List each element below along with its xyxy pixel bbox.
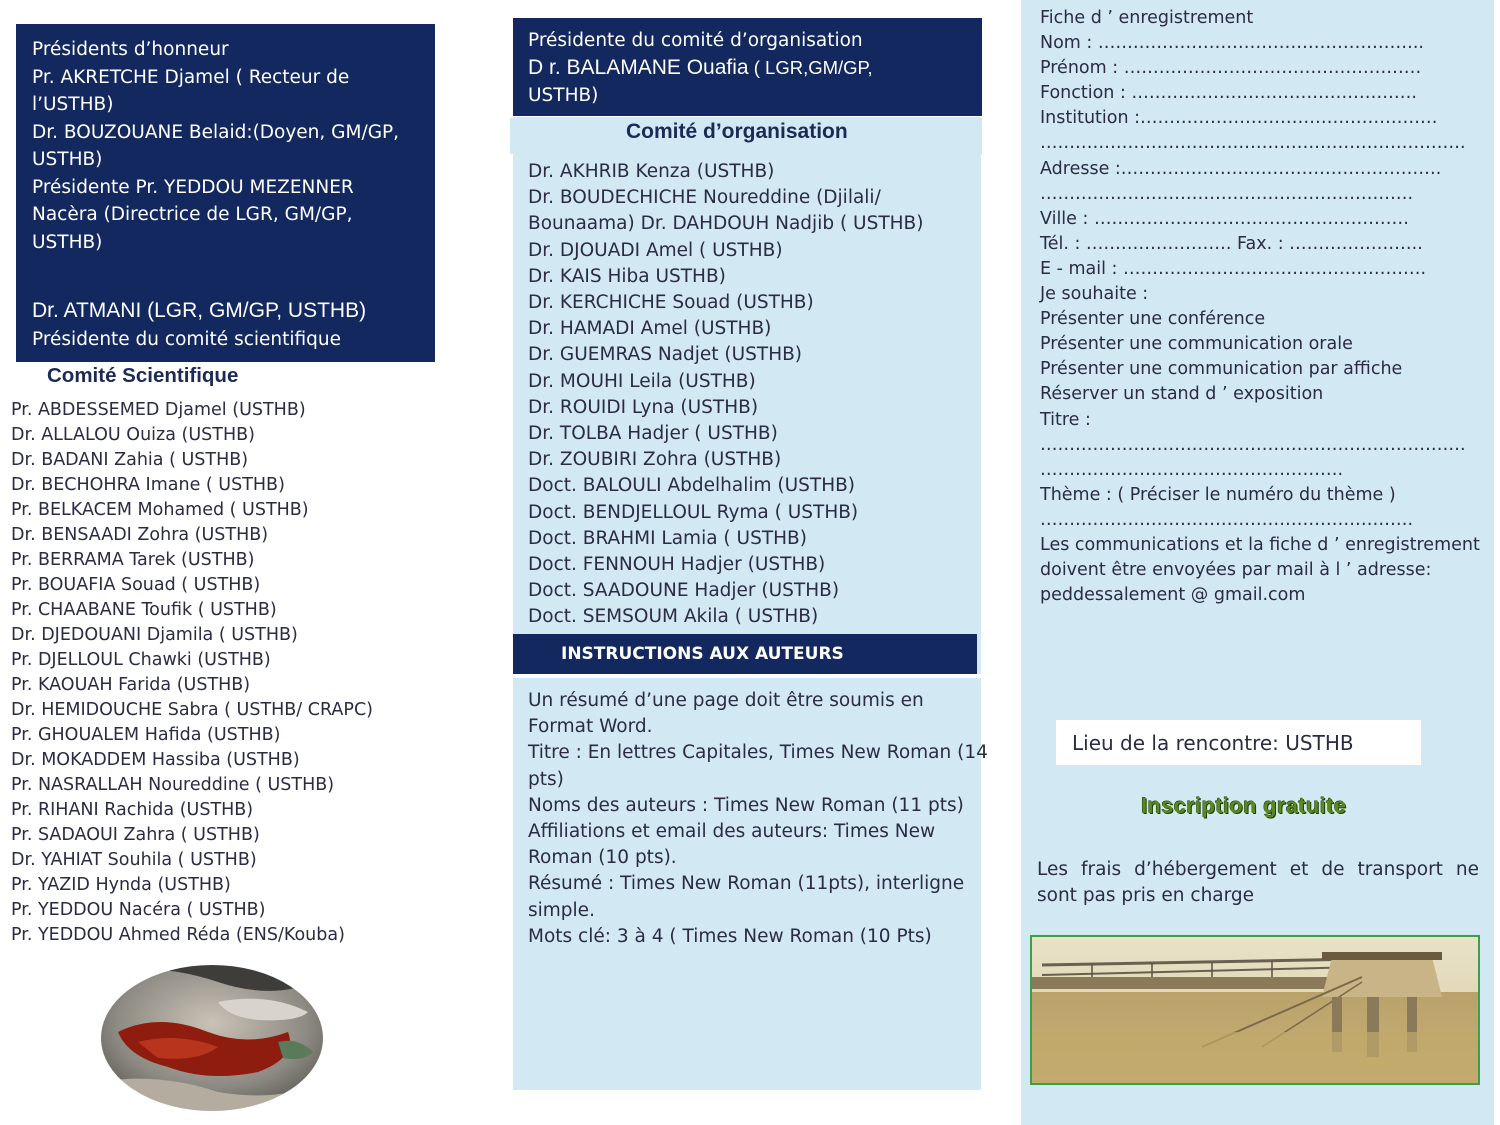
organisation-member: Doct. BALOULI Abdelhalim (USTHB): [528, 475, 856, 497]
scientific-member: Pr. BOUAFIA Souad ( USTHB): [11, 575, 261, 595]
instruction-line: Résumé : Times New Roman (11pts), interligne: [528, 873, 965, 895]
org-president-affil: ( LGR,GM/GP,: [748, 57, 873, 78]
scientific-member: Pr. BERRAMA Tarek (USTHB): [11, 550, 255, 570]
form-line: Fiche d ’ enregistrement: [1040, 8, 1254, 28]
form-line: Présenter une communication orale: [1040, 334, 1353, 355]
organisation-member: Doct. SAADOUNE Hadjer (USTHB): [528, 580, 840, 602]
instruction-line: Noms des auteurs : Times New Roman (11 pts): [528, 794, 964, 816]
scientific-member: Dr. YAHIAT Souhila ( USTHB): [11, 850, 257, 870]
scientific-member: Dr. MOKADDEM Hassiba (USTHB): [11, 750, 300, 770]
organisation-member: Doct. FENNOUH Hadjer (USTHB): [528, 554, 826, 576]
scientific-member: Pr. CHAABANE Toufik ( USTHB): [11, 600, 277, 620]
form-line: peddessalement @ gmail.com: [1040, 585, 1306, 606]
scientific-member: Pr. NASRALLAH Noureddine ( USTHB): [11, 775, 335, 795]
scientific-member: Pr. YEDDOU Nacéra ( USTHB): [11, 900, 266, 920]
form-line: Présenter une communication par affiche: [1040, 359, 1403, 380]
form-line: ……………………………………………………………….: [1040, 133, 1466, 154]
scientific-member: Pr. RIHANI Rachida (USTHB): [11, 800, 254, 820]
instruction-line: Mots clé: 3 à 4 ( Times New Roman (10 Pts): [528, 925, 932, 947]
organisation-member: Dr. HAMADI Amel (USTHB): [528, 318, 772, 340]
form-line: Adresse :……………………………………………….: [1040, 158, 1442, 179]
org-president-affil-2: USTHB): [528, 85, 599, 106]
instruction-line: Roman (10 pts).: [528, 847, 677, 869]
form-line: ……………………………………………………………….: [1040, 434, 1466, 455]
scientific-member: Dr. DJEDOUANI Djamila ( USTHB): [11, 625, 298, 645]
honor-line: Présidents d’honneur: [32, 39, 229, 60]
organisation-member: Dr. MOUHI Leila (USTHB): [528, 370, 756, 392]
form-line: E - mail : …………………………………………….: [1040, 258, 1427, 279]
scientific-member: Dr. ALLALOU Ouiza (USTHB): [11, 425, 255, 445]
honor-line: Présidente Pr. YEDDOU MEZENNER: [32, 176, 354, 198]
organisation-member: Bounaama) Dr. DAHDOUH Nadjib ( USTHB): [528, 213, 924, 235]
org-president-name: D r. BALAMANE Ouafia: [528, 56, 749, 79]
scientific-member: Dr. BENSAADI Zohra (USTHB): [11, 525, 269, 545]
scientific-committee-list: [11, 398, 373, 948]
organisation-member: Dr. AKHRIB Kenza (USTHB): [528, 161, 775, 182]
org-president-label: Présidente du comité d’organisation: [528, 30, 863, 51]
organisation-member: Doct. BRAHMI Lamia ( USTHB): [528, 527, 807, 549]
fees-note: Les frais d’hébergement et de transport ne sont pas pris en charge: [1037, 859, 1479, 906]
form-line: Prénom : ……………………………………………: [1040, 58, 1422, 79]
instruction-line: simple.: [528, 899, 595, 921]
polluted-water-photo: [98, 962, 326, 1114]
organisation-member: Doct. SEMSOUM Akila ( USTHB): [528, 606, 819, 628]
registration-form: [1040, 6, 1480, 608]
instruction-line: Titre : En lettres Capitales, Times New Roman (14: [528, 742, 988, 764]
instruction-line: Un résumé d’une page doit être soumis en: [528, 690, 924, 711]
organisation-member: Dr. DJOUADI Amel ( USTHB): [528, 239, 783, 261]
instruction-line: pts): [528, 768, 564, 790]
scientific-member: Dr. HEMIDOUCHE Sabra ( USTHB/ CRAPC): [11, 700, 374, 720]
form-line: Je souhaite :: [1040, 284, 1149, 305]
organisation-member: Dr. GUEMRAS Nadjet (USTHB): [528, 344, 803, 366]
scientific-member: Pr. ABDESSEMED Djamel (USTHB): [11, 400, 306, 420]
scientific-member: Dr. BECHOHRA Imane ( USTHB): [11, 475, 285, 495]
org-president-box: [513, 18, 982, 116]
honor-line: Dr. BOUZOUANE Belaid:(Doyen, GM/GP,: [32, 121, 400, 143]
honor-line: USTHB): [32, 231, 103, 253]
instructions-list: [528, 688, 988, 950]
organisation-member: Doct. BENDJELLOUL Ryma ( USTHB): [528, 501, 859, 523]
form-line: Titre :: [1040, 409, 1091, 430]
honor-line: Pr. AKRETCHE Djamel ( Recteur de: [32, 66, 350, 88]
form-line: Présenter une conférence: [1040, 309, 1266, 330]
organisation-member: Dr. BOUDECHICHE Noureddine (Djilali/: [528, 187, 881, 209]
atmani-name: Dr. ATMANI (LGR, GM/GP, USTHB): [32, 299, 367, 322]
scientific-member: Pr. SADAOUI Zahra ( USTHB): [11, 825, 260, 845]
clarifier-photo: [1030, 935, 1480, 1085]
venue-text: Lieu de la rencontre: USTHB: [1072, 731, 1354, 755]
scientific-committee-title: Comité Scientifique: [47, 364, 239, 387]
scientific-member: Pr. DJELLOUL Chawki (USTHB): [11, 650, 271, 670]
honor-line: l’USTHB): [32, 94, 114, 115]
instructions-title: INSTRUCTIONS AUX AUTEURS: [561, 644, 844, 664]
form-line: Les communications et la fiche d ’ enregistrement: [1040, 534, 1480, 555]
form-line: Institution :……………………………………………: [1040, 108, 1438, 129]
scientific-member: Pr. YAZID Hynda (USTHB): [11, 875, 231, 895]
honor-line: Nacèra (Directrice de LGR, GM/GP,: [32, 204, 353, 225]
right-edge-strip: [1494, 0, 1500, 1125]
form-line: …………………………………………….: [1040, 459, 1344, 480]
organisation-member: Dr. KERCHICHE Souad (USTHB): [528, 292, 814, 314]
organisation-member: Dr. ZOUBIRI Zohra (USTHB): [528, 449, 782, 471]
instruction-line: Format Word.: [528, 716, 653, 738]
form-line: Fonction : ………………………………………….: [1040, 83, 1417, 104]
form-line: Thème : ( Préciser le numéro du thème ): [1040, 484, 1396, 505]
sci-president-label: Présidente du comité scientifique: [32, 329, 342, 350]
scientific-member: Pr. YEDDOU Ahmed Réda (ENS/Kouba): [11, 925, 345, 945]
instruction-line: Affiliations et email des auteurs: Times New: [528, 821, 936, 843]
scientific-member: Pr. BELKACEM Mohamed ( USTHB): [11, 500, 309, 520]
form-line: ……………………………………………………….: [1040, 183, 1414, 204]
organisation-committee-title: Comité d’organisation: [626, 120, 848, 143]
form-line: Nom : ………………………………………………..: [1040, 33, 1424, 54]
form-line: Ville : ………………………………………………: [1040, 208, 1409, 229]
form-line: Tél. : ……………………. Fax. : …………………..: [1040, 233, 1423, 254]
form-line: doivent être envoyées par mail à l ’ adresse:: [1040, 560, 1432, 581]
honor-line: USTHB): [32, 149, 103, 170]
form-line: Réserver un stand d ’ exposition: [1040, 384, 1324, 405]
scientific-member: Dr. BADANI Zahia ( USTHB): [11, 450, 249, 470]
organisation-member: Dr. ROUIDI Lyna (USTHB): [528, 396, 759, 418]
honor-lines: [32, 36, 435, 256]
scientific-member: Pr. KAOUAH Farida (USTHB): [11, 675, 251, 695]
scientific-member: Pr. GHOUALEM Hafida (USTHB): [11, 725, 281, 745]
organisation-member: Dr. KAIS Hiba USTHB): [528, 265, 726, 287]
free-registration-label: Inscription gratuite: [1141, 793, 1347, 818]
organisation-committee-list: [528, 159, 923, 631]
instructions-divider: [513, 674, 981, 678]
honor-presidents-box: [16, 24, 435, 362]
form-line: ……………………………………………………….: [1040, 509, 1414, 530]
organisation-member: Dr. TOLBA Hadjer ( USTHB): [528, 423, 778, 445]
